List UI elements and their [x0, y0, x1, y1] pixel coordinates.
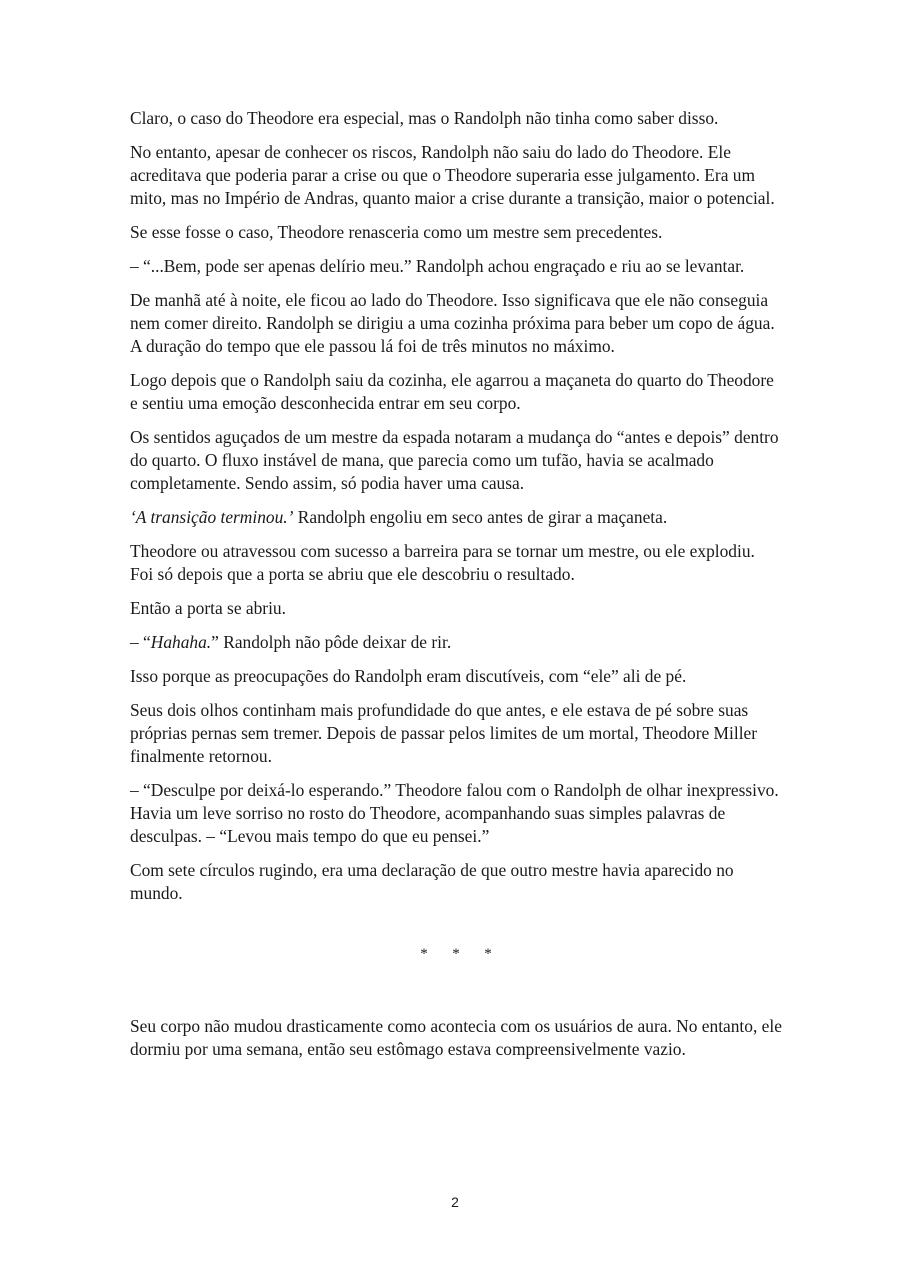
scene-separator — [130, 943, 782, 966]
paragraph-15: Com sete círculos rugindo, era uma declaração de que outro mestre havia aparecido no mundo. — [130, 860, 734, 903]
paragraph-2: No entanto, apesar de conhecer os riscos, Randolph não saiu do lado do Theodore. Ele acreditava que poderia parar a crise ou que o Theodore superaria esse julgamento. Era um mito, mas no Império de Andras, quanto maior a crise durante a transição, maior o potencial. — [130, 142, 775, 208]
paragraph-11-text: ” Randolph não pôde deixar de rir. — [211, 632, 452, 652]
paragraph-11-prefix: – “ — [130, 632, 151, 652]
paragraph-7: Os sentidos aguçados de um mestre da espada notaram a mudança do “antes e depois” dentro do quarto. O fluxo instável de mana, que parecia como um tufão, havia se acalmado completamente. Sendo assim, só podia haver uma causa. — [130, 427, 779, 493]
separator-star-1: * — [420, 946, 428, 962]
paragraph-8 — [130, 506, 782, 529]
paragraph-8-italic: ‘A transição terminou.’ — [130, 507, 294, 527]
paragraph-10: Então a porta se abriu. — [130, 598, 286, 618]
paragraph-16: Seu corpo não mudou drasticamente como acontecia com os usuários de aura. No entanto, ele dormiu por uma semana, então seu estômago estava compreensivelmente vazio. — [130, 1016, 782, 1059]
body-text — [130, 107, 782, 1072]
separator-star-3: * — [484, 946, 492, 962]
paragraph-1: Claro, o caso do Theodore era especial, mas o Randolph não tinha como saber disso. — [130, 108, 719, 128]
paragraph-9: Theodore ou atravessou com sucesso a barreira para se tornar um mestre, ou ele explodiu. Foi só depois que a porta se abriu que ele descobriu o resultado. — [130, 541, 755, 584]
paragraph-6: Logo depois que o Randolph saiu da cozinha, ele agarrou a maçaneta do quarto do Theodore e sentiu uma emoção desconhecida entrar em seu corpo. — [130, 370, 774, 413]
paragraph-11 — [130, 631, 782, 654]
paragraph-12: Isso porque as preocupações do Randolph eram discutíveis, com “ele” ali de pé. — [130, 666, 687, 686]
paragraph-11-italic: Hahaha. — [150, 632, 212, 652]
paragraph-8-text: Randolph engoliu em seco antes de girar a maçaneta. — [293, 507, 668, 527]
page-number: 2 — [451, 1194, 459, 1210]
separator-star-2: * — [452, 946, 460, 962]
paragraph-13: Seus dois olhos continham mais profundidade do que antes, e ele estava de pé sobre suas próprias pernas sem tremer. Depois de passar pelos limites de um mortal, Theodore Miller finalmente retornou. — [130, 700, 758, 766]
paragraph-14: – “Desculpe por deixá-lo esperando.” Theodore falou com o Randolph de olhar inexpressivo. Havia um leve sorriso no rosto do Theodore, acompanhando suas simples palavras de desculpas. – “Levou mais tempo do que eu pensei.” — [130, 780, 779, 846]
paragraph-5: De manhã até à noite, ele ficou ao lado do Theodore. Isso significava que ele não conseguia nem comer direito. Randolph se dirigiu a uma cozinha próxima para beber um copo de água. A duração do tempo que ele passou lá foi de três minutos no máximo. — [130, 290, 775, 356]
paragraph-4: – “...Bem, pode ser apenas delírio meu.” Randolph achou engraçado e riu ao se levantar. — [130, 256, 745, 276]
paragraph-3: Se esse fosse o caso, Theodore renasceria como um mestre sem precedentes. — [130, 222, 663, 242]
